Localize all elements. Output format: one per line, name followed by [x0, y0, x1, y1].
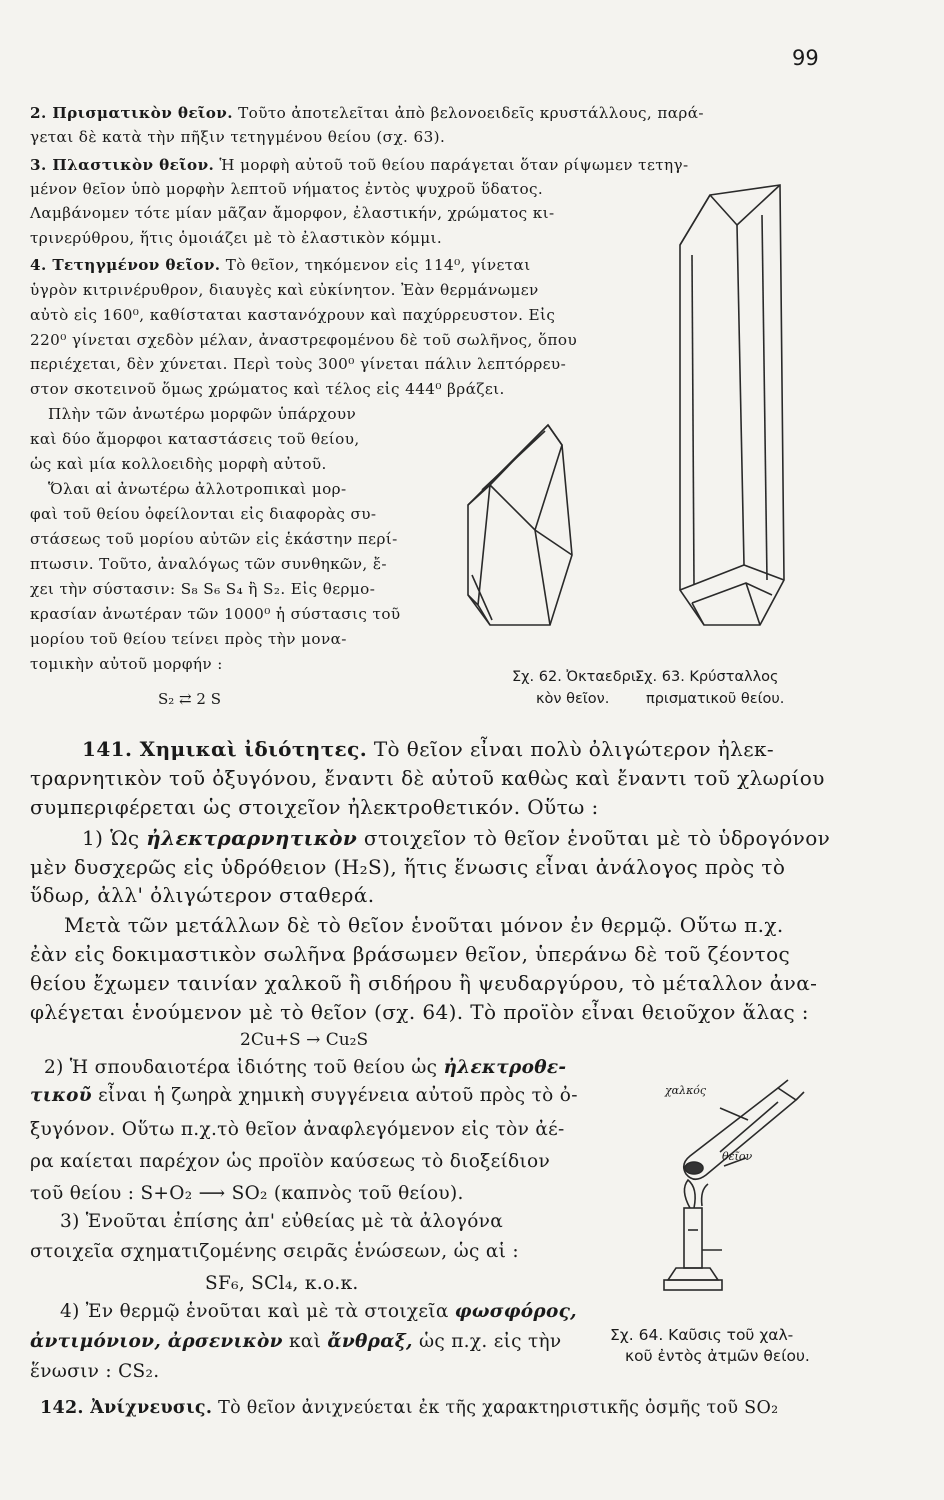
item-3-text: Ἡ μορφὴ αὐτοῦ τοῦ θείου παράγεται ὅταν ρίψωμεν τετηγ- [214, 156, 689, 174]
item-4-line-2: ὑγρὸν κιτρινέρυθρον, διαυγὲς καὶ εὐκίνητον. Ἐὰν θερμάνωμεν [30, 281, 539, 299]
sec-141-line-1 [82, 736, 774, 762]
p2-line-1 [44, 1056, 566, 1080]
forms-line-1: Πλὴν τῶν ἀνωτέρω μορφῶν ὑπάρχουν [48, 405, 357, 423]
forms-line-2: καὶ δύο ἄμορφοι καταστάσεις τοῦ θείου, [30, 430, 360, 448]
forms-line-9: κρασίαν ἀνωτέραν τῶν 1000⁰ ἡ σύστασις τοῦ [30, 605, 401, 623]
forms-line-6: στάσεως τοῦ μορίου αὐτῶν εἰς ἑκάστην περί- [30, 530, 398, 548]
prismatic-crystal-figure [672, 185, 787, 645]
p3-formula: SF₆, SCl₄, κ.ο.κ. [205, 1273, 359, 1294]
p1-pre: 1) Ὡς [82, 826, 147, 850]
fig-62-caption-1: Σχ. 62. Ὀκταεδρι- [512, 669, 641, 685]
fig-64-caption-1: Σχ. 64. Καῦσις τοῦ χαλ- [610, 1326, 794, 1344]
item-4-line-5: περιέχεται, δὲν χύνεται. Περὶ τοὺς 300⁰ γίνεται πάλιν λεπτόρρευ- [30, 355, 567, 373]
p4-line-1 [60, 1300, 577, 1324]
equation-copper: 2Cu+S → Cu₂S [240, 1030, 369, 1050]
p2-line-2 [30, 1084, 578, 1108]
item-4-line-3: αὐτὸ εἰς 160⁰, καθίσταται καστανόχρουν καὶ παχύρρευστον. Εἰς [30, 306, 556, 324]
forms-line-11: τομικὴν αὐτοῦ μορφήν : [30, 655, 223, 673]
p4-pre: 4) Ἐν θερμῷ ἑνοῦται καὶ μὲ τὰ στοιχεῖα [60, 1301, 455, 1322]
p1-line-2: μὲν δυσχερῶς εἰς ὑδρόθειον (H₂S), ἥτις ἕνωσις εἶναι ἀνάλογος πρὸς τὸ [30, 855, 786, 879]
p4-mid: καὶ [282, 1331, 328, 1352]
p2-emphasis-2: τικοῦ [30, 1085, 92, 1106]
item-4-line-6: στον σκοτεινοῦ ὅμως χρώματος καὶ τέλος εἰς 444⁰ βράζει. [30, 380, 505, 398]
sec-142-text: Τὸ θεῖον ἀνιχνεύεται ἐκ τῆς χαρακτηριστικῆς ὀσμῆς τοῦ SO₂ [212, 1398, 779, 1418]
fig-63-caption-1: Σχ. 63. Κρύσταλλος [635, 669, 779, 685]
forms-line-4: Ὅλαι αἱ ἀνωτέρω ἀλλοτροπικαὶ μορ- [48, 480, 347, 498]
metals-line-3: θείου ἔχωμεν ταινίαν χαλκοῦ ἢ σιδήρου ἢ ψευδαργύρου, τὸ μέταλλον ἀνα- [30, 971, 818, 995]
sec-141-line-3: συμπεριφέρεται ὡς στοιχεῖον ἠλεκτροθετικόν. Οὕτω : [30, 795, 599, 819]
p1-post: στοιχεῖον τὸ θεῖον ἑνοῦται μὲ τὸ ὑδρογόνον [357, 826, 831, 850]
metals-line-1: Μετὰ τῶν μετάλλων δὲ τὸ θεῖον ἑνοῦται μόνον ἐν θερμῷ. Οὕτω π.χ. [64, 913, 784, 937]
fig-64-caption-2: κοῦ ἐντὸς ἀτμῶν θείου. [625, 1347, 810, 1365]
p2-emphasis: ἠλεκτροθε- [443, 1057, 567, 1078]
p3-line-1: 3) Ἑνοῦται ἐπίσης ἀπ' εὐθείας μὲ τὰ ἀλογόνα [60, 1211, 504, 1232]
p1-line-1 [82, 825, 830, 851]
forms-line-7: πτωσιν. Τοῦτο, ἀναλόγως τῶν συνθηκῶν, ἔ- [30, 555, 387, 573]
p4-post: ὡς π.χ. εἰς τὴν [412, 1331, 562, 1352]
forms-line-10: μορίου τοῦ θείου τείνει πρὸς τὴν μονα- [30, 630, 347, 648]
item-3-line-3: Λαμβάνομεν τότε μίαν μᾶζαν ἄμορφον, ἐλαστικήν, χρώματος κι- [30, 204, 555, 222]
item-4-line-1 [30, 256, 531, 274]
sec-141-text: Τὸ θεῖον εἶναι πολὺ ὀλιγώτερον ἠλεκ- [367, 737, 775, 761]
item-2-text: Τοῦτο ἀποτελεῖται ἀπὸ βελονοειδεῖς κρυστάλλους, παρά- [232, 104, 704, 122]
p4-emphasis-3: ἄνθραξ, [327, 1331, 413, 1352]
sec-142-line [40, 1396, 778, 1420]
sec-142-heading: 142. Ἀνίχνευσις. [40, 1398, 213, 1418]
fig-64-label-sulfur: θεῖον [722, 1150, 753, 1163]
sec-141-heading: 141. Χημικαὶ ἰδιότητες. [82, 737, 368, 761]
forms-line-3: ὡς καὶ μία κολλοειδὴς μορφὴ αὐτοῦ. [30, 455, 327, 473]
octahedral-crystal-figure [460, 425, 575, 635]
burning-copper-figure [628, 1080, 808, 1310]
item-2-line-2: γεται δὲ κατὰ τὴν πῆξιν τετηγμένου θείου (σχ. 63). [30, 128, 446, 146]
metals-line-2: ἐὰν εἰς δοκιμαστικὸν σωλῆνα βράσωμεν θεῖον, ὑπεράνω δὲ τοῦ ζέοντος [30, 942, 791, 966]
forms-line-8: χει τὴν σύστασιν: S₈ S₆ S₄ ἢ S₂. Εἰς θερμο- [30, 580, 376, 598]
item-2-line-1 [30, 104, 704, 122]
item-2-label: 2. Πρισματικὸν θεῖον. [30, 104, 233, 122]
p3-line-2: στοιχεῖα σχηματιζομένης σειρᾶς ἑνώσεων, ὡς αἱ : [30, 1241, 519, 1262]
p2-line-3: ξυγόνον. Οὕτω π.χ.τὸ θεῖον ἀναφλεγόμενον εἰς τὸν ἀέ- [30, 1119, 565, 1140]
p4-emphasis-1: φωσφόρος, [454, 1301, 577, 1322]
metals-line-4: φλέγεται ἑνούμενον μὲ τὸ θεῖον (σχ. 64). Τὸ προϊὸν εἶναι θειοῦχον ἅλας : [30, 1000, 809, 1024]
item-4-label: 4. Τετηγμένον θεῖον. [30, 256, 221, 274]
item-3-label: 3. Πλαστικὸν θεῖον. [30, 156, 215, 174]
p2-pre: 2) Ἡ σπουδαιοτέρα ἰδιότης τοῦ θείου ὡς [44, 1057, 444, 1078]
p2-line-5: τοῦ θείου : S+O₂ ⟶ SO₂ (καπνὸς τοῦ θείου). [30, 1183, 464, 1204]
fig-62-caption-2: κὸν θεῖον. [536, 691, 610, 707]
p4-emphasis-2: ἀντιμόνιον, ἀρσενικὸν [30, 1331, 283, 1352]
p2-rest: εἶναι ἡ ζωηρὰ χημικὴ συγγένεια αὐτοῦ πρὸς τὸ ὀ- [91, 1085, 578, 1106]
item-4-line-4: 220⁰ γίνεται σχεδὸν μέλαν, ἀναστρεφομένου δὲ τοῦ σωλῆνος, ὅπου [30, 331, 578, 349]
sec-141-line-2: τραρνητικὸν τοῦ ὀξυγόνου, ἔναντι δὲ αὐτοῦ καθὼς καὶ ἔναντι τοῦ χλωρίου [30, 766, 825, 790]
page-number: 99 [792, 46, 819, 70]
equation-s2: S₂ ⇄ 2 S [158, 690, 221, 708]
p1-emphasis: ἠλεκτραρνητικὸν [146, 826, 358, 850]
item-3-line-1 [30, 156, 689, 174]
fig-64-label-copper: χαλκός [665, 1084, 707, 1097]
fig-63-caption-2: πρισματικοῦ θείου. [646, 691, 785, 707]
forms-line-5: φαὶ τοῦ θείου ὀφείλονται εἰς διαφορὰς συ- [30, 505, 377, 523]
p4-line-2 [30, 1330, 561, 1354]
item-3-line-4: τρινερύθρου, ἥτις ὁμοιάζει μὲ τὸ ἐλαστικὸν κόμμι. [30, 229, 443, 247]
item-4-text: Τὸ θεῖον, τηκόμενον εἰς 114⁰, γίνεται [220, 256, 531, 274]
p4-line-3: ἕνωσιν : CS₂. [30, 1361, 160, 1382]
item-3-line-2: μένον θεῖον ὑπὸ μορφὴν λεπτοῦ νήματος ἐντὸς ψυχροῦ ὕδατος. [30, 180, 544, 198]
p1-line-3: ὕδωρ, ἀλλ' ὀλιγώτερον σταθερά. [30, 883, 375, 907]
p2-line-4: ρα καίεται παρέχον ὡς προϊὸν καύσεως τὸ διοξείδιον [30, 1151, 551, 1172]
